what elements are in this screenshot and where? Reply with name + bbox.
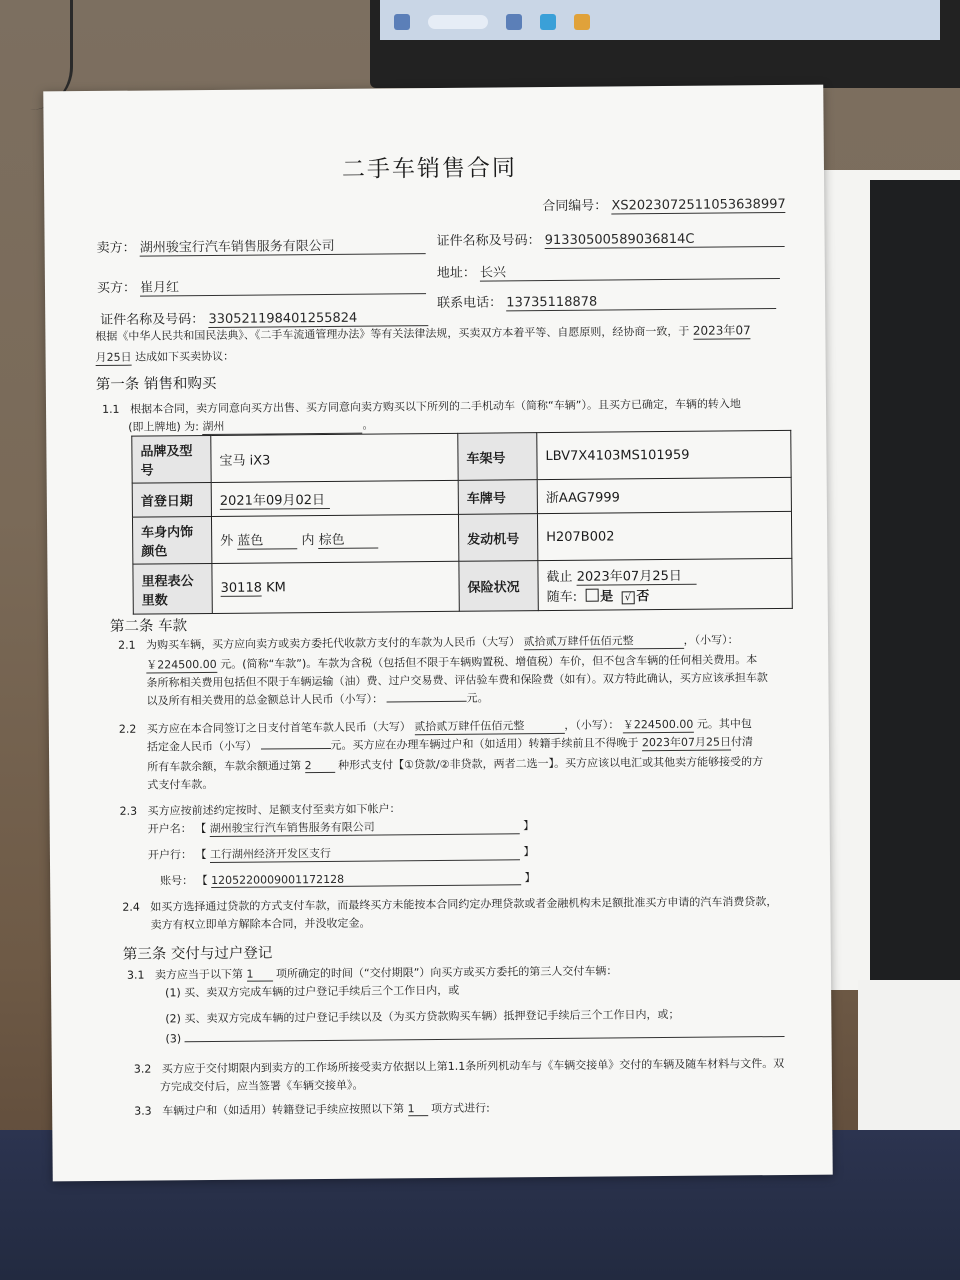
clause-2-4 (122, 893, 777, 915)
payment-method: 2 (305, 759, 335, 773)
clause-2-1-line4 (147, 690, 489, 709)
first-payment-words: 贰拾贰万肆仟伍佰元整 (414, 717, 564, 735)
clause-number: 1.1 (101, 402, 120, 416)
clause-text: 项所确定的时间（“交付期限”）向买方或买方委托的第三人交付车辆： (275, 964, 618, 981)
article-2-title: 第二条 车款 (109, 618, 188, 635)
phone-row (437, 289, 776, 312)
contract-title: 二手车销售合同 (341, 155, 518, 183)
ins-until-label: 截止 (546, 569, 573, 586)
ext-prefix: 外 (220, 533, 234, 549)
search-icon (428, 15, 488, 29)
option-number: (3) (165, 1032, 182, 1046)
clause-text: 付清 (730, 735, 754, 749)
balance-due-date: 2023年07月25日 (641, 735, 732, 750)
option-2: (2) 买、卖双方完成车辆的过户登记手续以及（为买方贷款购买车辆）抵押登记手续后三个工作日内，或； (165, 1007, 680, 1026)
ins-until: 2023年07月25日 (577, 565, 697, 586)
account-bank-row (148, 843, 535, 863)
bracket: 】 (523, 845, 535, 859)
ins-with-label: 随车: (546, 589, 578, 606)
contract-paper (43, 85, 832, 1182)
intro-date-b: 月25日 (95, 350, 132, 364)
transfer-option: 1 (408, 1102, 428, 1116)
clause-1-1 (102, 395, 741, 417)
checkbox-no: √ (621, 591, 634, 604)
intro-line-2 (96, 348, 235, 366)
clause-text: 种形式支付【①贷款/②非贷款，两者二选一】。买方应该以电汇或其他卖方能够接受的方 (338, 755, 764, 772)
clause-text: 根据本合同，卖方同意向买方出售、买方同意向卖方购买以下所列的二手机动车（简称“车辆”）。且买方已确定，车辆的转入地 (129, 397, 741, 416)
deposit-blank (261, 748, 331, 750)
table-row (133, 558, 792, 614)
side-sheet (858, 980, 960, 1130)
clause-3-3 (134, 1100, 490, 1119)
seller-cert-row (436, 227, 784, 250)
table-row (132, 430, 791, 483)
buyer-addr: 长兴 (480, 259, 780, 282)
plate-value: 浙AAG7999 (537, 477, 791, 513)
vehicle-table (131, 430, 793, 615)
buyer-addr-row (437, 259, 780, 282)
option-3-blank (185, 1036, 785, 1042)
ins-cell (538, 558, 792, 610)
account-no: 1205220009001172128 (211, 871, 521, 888)
bracket: 【 (195, 822, 207, 836)
clause-3-1 (127, 962, 618, 982)
clause-end: 。 (362, 418, 374, 432)
clause-text: 卖方应当于以下第 (154, 967, 244, 982)
color-value (211, 514, 458, 563)
odo-unit: KM (266, 579, 286, 595)
clause-text: 买方应于交付期限内到卖方的工作场所接受卖方依据以上第1.1条所列机动车与《车辆交接单》交付的车辆及随车材料与文件。双 (161, 1056, 785, 1076)
delivery-option: 1 (246, 967, 272, 981)
option-3 (165, 1027, 784, 1045)
bracket: 【 (196, 874, 208, 888)
app-icon (574, 14, 590, 30)
no-label: 否 (636, 589, 650, 605)
seller-cert: 91330500589036814C (545, 231, 785, 249)
int-prefix: 内 (301, 533, 315, 549)
table-row (132, 477, 791, 517)
side-dark-sheet (870, 180, 960, 1020)
clause-number: 2.3 (119, 804, 138, 818)
bracket: 】 (524, 871, 536, 885)
seller-row (97, 234, 426, 257)
clause-number: 2.2 (118, 722, 137, 736)
monitor-screen (380, 0, 940, 40)
brand-label: 品牌及型号 (132, 435, 211, 483)
ins-label: 保险状况 (459, 561, 538, 612)
account-bank-label: 开户行： (147, 848, 192, 862)
clause-text: 元。 (466, 691, 489, 705)
clause-number: 3.2 (133, 1062, 152, 1076)
int-color: 棕色 (319, 529, 379, 550)
app-icon (506, 14, 522, 30)
addr-label: 地址： (436, 265, 476, 281)
clause-text: 买方应在本合同签订之日支付首笔车款人民币（大写） (146, 720, 411, 736)
clause-2-3 (119, 800, 400, 818)
start-icon (394, 14, 410, 30)
clause-text: 元。其中包 (696, 717, 752, 731)
clause-text: 以及所有相关费用的总金额总计人民币（小写）： (146, 692, 384, 708)
clause-number: 2.1 (118, 638, 136, 652)
clause-text: ，（小写）： (683, 633, 739, 647)
clause-2-1 (118, 631, 739, 653)
contract-no: XS2023072511053638997 (611, 196, 786, 214)
seller-label: 卖方： (96, 240, 136, 256)
intro-text: 根据《中华人民共和国民法典》、《二手车流通管理办法》等有关法律法规，买卖双方本着平等、自愿原则，经协商一致，于 (95, 324, 690, 343)
engine-value: H207B002 (537, 511, 791, 560)
clause-3-2 (134, 1055, 785, 1077)
buyer-label: 买方： (96, 280, 137, 296)
monitor (370, 0, 960, 88)
app-icon (540, 14, 556, 30)
article-3-title: 第三条 交付与过户登记 (122, 945, 273, 963)
vin-value: LBV7X4103MS101959 (537, 430, 791, 479)
price-amount: ￥224500.00 (146, 657, 217, 672)
bracket: 【 (195, 848, 207, 862)
total-amount-blank (387, 701, 467, 703)
clause-text: 元。买方应在办理车辆过户和（如适用）转籍手续前且不得晚于 (330, 736, 639, 752)
clause-text: ，（小写）： (564, 718, 620, 732)
clause-text: 车辆过户和（如适用）转籍登记手续应按照以下第 (162, 1102, 405, 1118)
clause-text: 如买方选择通过贷款的方式支付车款，而最终买方未能按本合同约定办理贷款或者金融机构未足额批准买方申请的汽车消费贷款， (150, 895, 778, 914)
clause-number: 3.1 (126, 968, 145, 982)
option-1: (1) 买、卖双方完成车辆的过户登记手续后三个工作日内，或 (165, 983, 460, 1000)
phone-label: 联系电话： (437, 295, 503, 311)
first-payment-amount: ￥224500.00 (622, 717, 694, 732)
engine-label: 发动机号 (458, 514, 537, 562)
account-bank: 工行湖州经济开发区支行 (210, 843, 520, 863)
bracket: 】 (523, 819, 535, 833)
clause-3-2-line2: 方完成交付后，应当签署《车辆交接单》。 (159, 1078, 364, 1094)
clause-text: 为购买车辆，买方应向卖方或卖方委托代收款方支付的车款为人民币（大写） (146, 635, 521, 652)
yes-label: 是 (600, 589, 614, 605)
seller-name: 湖州骏宝行汽车销售服务有限公司 (140, 234, 426, 256)
destination-place: 湖州 (202, 417, 362, 435)
clause-2-2-line3 (147, 753, 763, 774)
clause-2-4-line2: 卖方有权立即单方解除本合同，并没收定金。 (150, 916, 371, 932)
clause-text: 括定金人民币（小写） (146, 739, 258, 754)
clause-1-1-line2 (128, 417, 373, 436)
account-name-row (148, 817, 535, 837)
reg-value (211, 480, 458, 516)
buyer-name: 崔月红 (140, 274, 426, 296)
reg-label: 首登日期 (132, 482, 211, 517)
clause-text: 项方式进行: (431, 1101, 490, 1116)
clause-text: 所有车款余额，车款余额通过第 (147, 759, 302, 774)
clause-text: 元。(简称“车款”)。车款为含税（包括但不限于车辆购置税、增值税）车价，但不包含车辆的任何相关费用。本 (220, 653, 758, 671)
ins-until-row (546, 564, 783, 586)
article-1-title: 第一条 销售和购买 (95, 375, 217, 393)
odo-cell (212, 561, 459, 613)
vin-label: 车架号 (458, 433, 537, 481)
reg-date: 2021年09月02日 (220, 488, 330, 509)
account-name: 湖州骏宝行汽车销售服务有限公司 (210, 817, 520, 837)
buyer-phone: 13735118878 (506, 293, 776, 311)
intro-text-2: 达成如下买卖协议： (135, 349, 235, 364)
plate-label: 车牌号 (458, 480, 537, 515)
price-in-words: 贰拾贰万肆仟伍佰元整 (524, 632, 684, 650)
contract-no-row (542, 193, 786, 215)
clause-text: 买方应按前述约定按时、足额支付至卖方如下帐户： (147, 802, 401, 818)
account-no-label: 账号： (160, 874, 194, 888)
account-name-label: 开户名： (147, 822, 192, 836)
clause-number: 2.4 (122, 900, 140, 914)
odo-value: 30118 (220, 580, 263, 596)
cert-label: 证件名称及号码： (436, 233, 541, 249)
color-label: 车身内饰颜色 (132, 516, 211, 564)
brand-value: 宝马 iX3 (211, 433, 458, 482)
table-row (132, 511, 791, 564)
buyer-row (97, 274, 426, 297)
ins-with-row (547, 584, 784, 605)
ext-color: 蓝色 (237, 529, 297, 550)
contract-no-label: 合同编号： (542, 198, 608, 215)
buyer-cert: 330521198401255824 (208, 310, 428, 328)
intro-date-a: 2023年07 (692, 323, 751, 338)
clause-2-2-line4: 式支付车款。 (147, 777, 214, 792)
buyer-cert-label: 证件名称及号码： (100, 312, 205, 328)
clause-number: 3.3 (134, 1104, 152, 1118)
odo-label: 里程表公里数 (133, 563, 212, 614)
clause-text: (即上牌地) 为: (128, 420, 200, 434)
checkbox-yes (585, 589, 598, 602)
account-no-row (160, 869, 536, 888)
taskbar (394, 8, 590, 36)
clause-2-1-line3: 条所称相关费用包括但不限于车辆运输（油）费、过户交易费、评估验车费和保险费（如有）。双方特此确认，买方应该承担车款 (146, 671, 768, 690)
